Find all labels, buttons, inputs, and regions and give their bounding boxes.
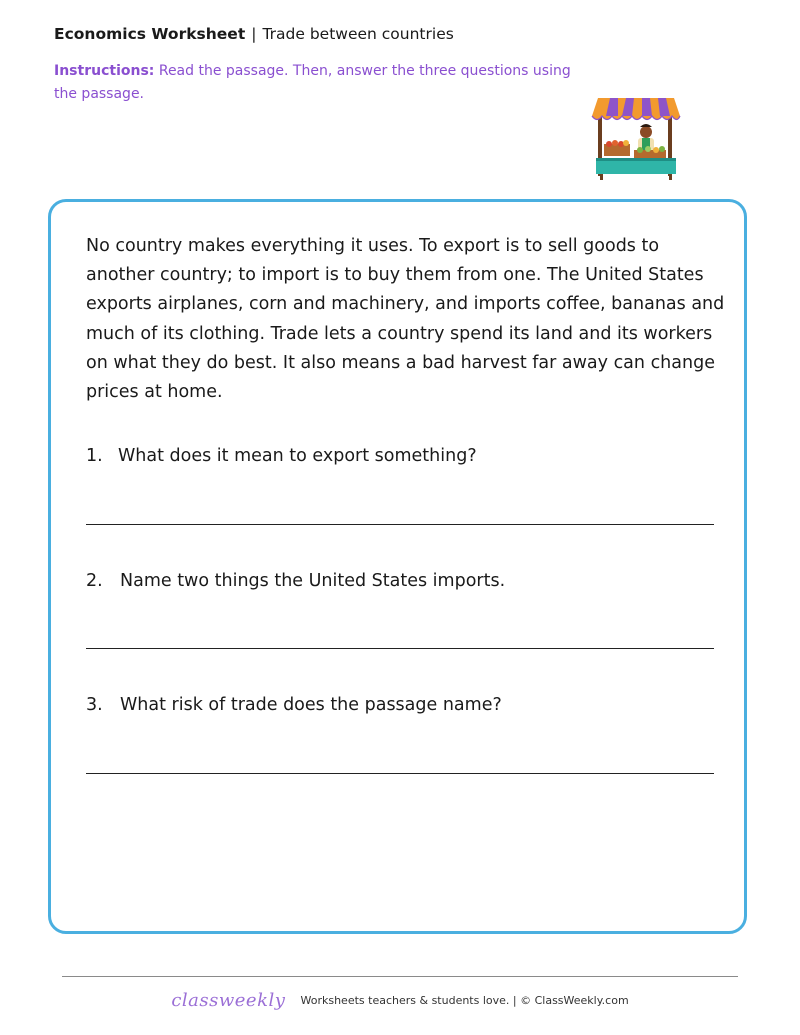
worksheet-topic: Trade between countries: [262, 25, 454, 43]
footer: [0, 990, 800, 1011]
question-number: 1.: [86, 446, 103, 466]
footer-tagline: Worksheets teachers & students love. | © ClassWeekly.com: [300, 994, 629, 1007]
question-3: [86, 695, 502, 715]
question-number: 2.: [86, 571, 103, 591]
reading-passage: No country makes everything it uses. To export is to sell goods to another country; to import is to buy them from one. The United States exports airplanes, corn and machinery, and imports coffee, bananas and much of its clothing. Trade lets a country spend its land and its workers on what they do best. It also means a bad harvest far away can change prices at home.: [86, 236, 725, 403]
question-text: What does it mean to export something?: [118, 446, 477, 466]
instructions-text: Read the passage. Then, answer the three questions using the passage.: [54, 63, 571, 102]
question-number: 3.: [86, 695, 103, 715]
instructions-label: Instructions:: [54, 63, 155, 79]
question-text: Name two things the United States imports.: [120, 571, 506, 591]
question-2: [86, 571, 505, 591]
footer-divider: [62, 976, 738, 977]
brand-logo: classweekly: [171, 990, 286, 1011]
question-1: [86, 446, 477, 466]
header-separator: |: [251, 25, 257, 43]
worksheet-header: [54, 25, 454, 43]
worksheet-subject: Economics Worksheet: [54, 25, 246, 43]
market-stall-icon: [588, 94, 684, 182]
question-text: What risk of trade does the passage name?: [120, 695, 502, 715]
instructions: [54, 60, 574, 106]
answer-line-2[interactable]: [86, 648, 714, 649]
answer-line-1[interactable]: [86, 524, 714, 525]
answer-line-3[interactable]: [86, 773, 714, 774]
